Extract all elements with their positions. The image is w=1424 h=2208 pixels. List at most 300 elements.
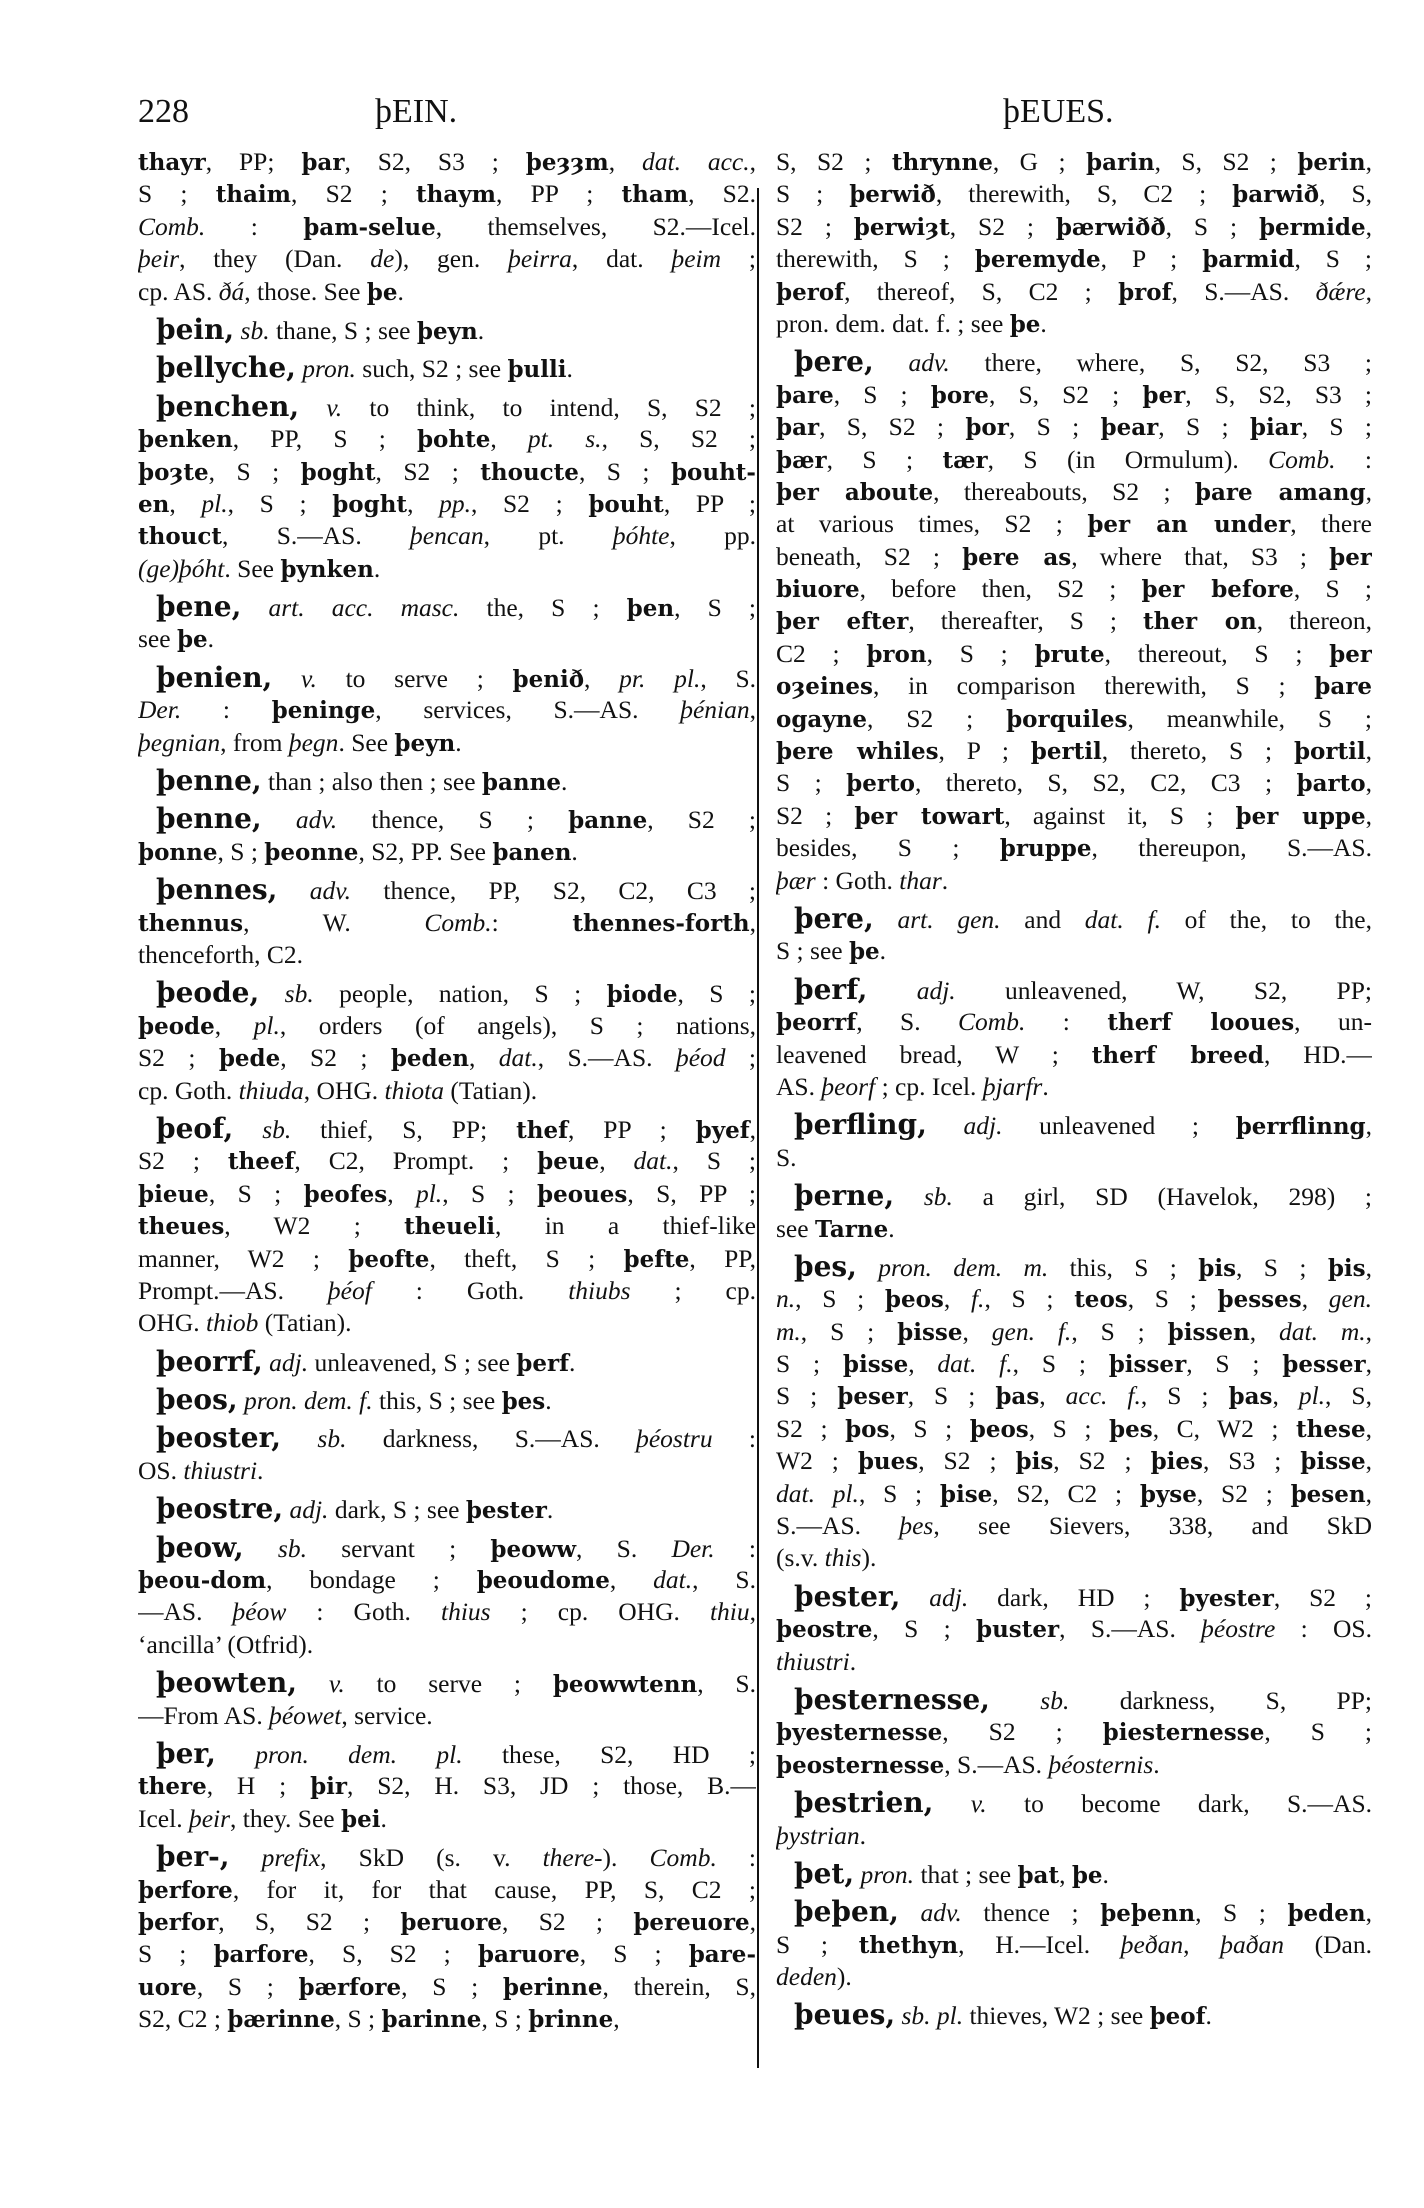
entry-text-line — [776, 276, 1372, 308]
plain-text: , S ; — [208, 456, 301, 486]
plain-text — [262, 805, 296, 834]
italic-text: sb. — [240, 315, 270, 345]
italic-text: þær — [776, 865, 816, 895]
plain-text: . — [1040, 308, 1047, 338]
headword: þeode, — [156, 977, 260, 1010]
entry-text-line — [138, 1178, 756, 1210]
italic-text: Comb. — [958, 1007, 1026, 1037]
entry-text-line — [776, 1716, 1372, 1748]
plain-text: , — [1365, 147, 1372, 176]
plain-text: , — [962, 1316, 992, 1346]
plain-text: (Tatian). — [258, 1308, 352, 1338]
plain-text: . — [1102, 1859, 1109, 1889]
plain-text: . — [207, 624, 215, 654]
plain-text: ). — [836, 1962, 852, 1992]
plain-text: of the, to the, — [1160, 904, 1372, 934]
entry-text-line — [138, 1803, 756, 1835]
bold-form: þeden — [390, 1045, 469, 1073]
plain-text — [874, 905, 898, 934]
entry-text-line — [776, 670, 1372, 702]
italic-text: þéod — [675, 1043, 726, 1073]
italic-text: dat. — [498, 1043, 538, 1073]
entry-headword-line — [138, 1346, 756, 1378]
headword: þenne, — [156, 803, 262, 836]
bold-form: þanne — [568, 807, 648, 835]
plain-text: , S.—AS. — [1059, 1614, 1202, 1644]
plain-text: , S2 ; — [1273, 1582, 1372, 1612]
plain-text: pron. dem. dat. f. ; see — [776, 308, 1010, 338]
headword: þenien, — [156, 661, 273, 694]
plain-text: darkness, S.—AS. — [346, 1424, 637, 1454]
entry-text-line — [138, 1971, 756, 2003]
plain-text: , — [490, 424, 528, 454]
entry-text-line — [776, 735, 1372, 767]
bold-form: þanen — [492, 838, 572, 866]
bold-form: þissen — [1167, 1318, 1250, 1346]
italic-text: þéow — [232, 1597, 287, 1627]
italic-text: þéof — [327, 1275, 372, 1305]
italic-text: Comb. — [649, 1843, 717, 1873]
italic-text: thiob — [206, 1308, 259, 1338]
italic-text: thiubs — [568, 1275, 631, 1305]
italic-text: thiuda — [238, 1075, 304, 1105]
bold-form: tham — [621, 181, 689, 209]
bold-form: þes — [1109, 1415, 1153, 1443]
italic-text: pl. — [201, 488, 228, 518]
bold-form: oȝeines — [776, 673, 873, 701]
plain-text: , thereafter, S ; — [908, 606, 1143, 636]
italic-text: acc. f. — [1065, 1381, 1141, 1411]
plain-text: C2 ; — [776, 638, 867, 668]
italic-text: Comb. — [424, 907, 492, 937]
plain-text: , S ; — [984, 1284, 1075, 1314]
plain-text: ). — [861, 1543, 877, 1573]
entry-headword-line — [138, 977, 756, 1009]
entry-text-line — [776, 1749, 1372, 1781]
left-column — [138, 146, 756, 2035]
bold-form: þortil — [1293, 738, 1366, 766]
italic-text: þegnian — [138, 727, 221, 757]
bold-form: thouct — [138, 523, 223, 551]
plain-text: , S2, PP. See — [358, 836, 493, 866]
plain-text: , — [1365, 211, 1372, 241]
plain-text: ; — [725, 1043, 756, 1073]
bold-form: þede — [218, 1045, 281, 1073]
entry-headword-line — [138, 662, 756, 694]
plain-text: this, S ; — [1048, 1252, 1199, 1282]
italic-text: thiustri — [183, 1455, 258, 1485]
plain-text: , S ; — [401, 1971, 503, 2001]
plain-text: , — [749, 1906, 756, 1936]
entry-text-line — [138, 907, 756, 939]
plain-text: ‘ancilla’ (Otfrid). — [138, 1629, 314, 1659]
plain-text: , — [1301, 1284, 1329, 1314]
plain-text: , S ; — [1186, 1349, 1283, 1379]
bold-form: þerof — [776, 278, 845, 306]
plain-text: to serve ; — [344, 1669, 553, 1699]
entry-headword-line — [138, 391, 756, 423]
bold-form: theef — [227, 1148, 295, 1176]
entry-text-line — [138, 553, 756, 585]
entry-text-line — [138, 1629, 756, 1661]
italic-text: þystrian — [776, 1820, 860, 1850]
italic-text: adv. — [309, 876, 352, 906]
entry-headword-line — [776, 1684, 1372, 1716]
plain-text: . — [569, 1347, 576, 1377]
plain-text: : Goth. — [815, 865, 900, 895]
italic-text: þeðan — [1120, 1929, 1184, 1959]
plain-text: thief, S, PP; — [291, 1114, 517, 1144]
plain-text: . — [380, 1803, 387, 1833]
entry-text-line — [138, 1042, 756, 1074]
entry-headword-line — [138, 1532, 756, 1564]
plain-text: , S ; — [579, 1939, 689, 1969]
plain-text: , — [1365, 1316, 1372, 1346]
entry-text-line — [138, 456, 756, 488]
plain-text: unleavened ; — [1002, 1111, 1236, 1141]
plain-text: : — [1335, 444, 1372, 474]
plain-text: , S.—AS. — [222, 521, 411, 551]
bold-form: þer aboute — [776, 478, 934, 506]
bold-form: þeoues — [537, 1180, 628, 1208]
bold-form: þeosternesse — [776, 1751, 945, 1779]
italic-text: sb. pl. — [901, 2001, 964, 2031]
plain-text: , before then, S2 ; — [859, 574, 1142, 604]
plain-text: , G ; — [992, 147, 1087, 176]
bold-form: þiesternesse — [1102, 1719, 1265, 1747]
plain-text: , PP ; — [567, 1114, 696, 1144]
bold-form: þise — [939, 1480, 993, 1508]
bold-form: þis — [1327, 1254, 1366, 1282]
plain-text: . — [888, 1213, 895, 1243]
headword: þeof, — [156, 1112, 234, 1145]
plain-text: , S2 ; — [375, 456, 481, 486]
plain-text: , S2 ; — [647, 805, 756, 835]
entry-headword-line — [138, 314, 756, 346]
italic-text: Der. — [671, 1533, 715, 1563]
plain-text: thence, PP, S2, C2, C3 ; — [351, 876, 756, 906]
plain-text: , S ; — [800, 1316, 898, 1346]
italic-text: prefix — [261, 1843, 321, 1873]
plain-text: , S. — [700, 663, 756, 693]
bold-form: þerfor — [138, 1908, 219, 1936]
entry-headword-line — [138, 874, 756, 906]
plain-text: , S2 ; — [291, 179, 417, 209]
plain-text: ; — [721, 244, 756, 274]
plain-text: , thereon, — [1256, 606, 1372, 636]
bold-form: thayr — [138, 149, 206, 176]
plain-text: S ; — [776, 1349, 843, 1379]
entry-text-line — [138, 1596, 756, 1628]
italic-text: pron. dem. f. — [243, 1386, 373, 1416]
bold-form: þonne — [138, 838, 218, 866]
italic-text: þaðan — [1220, 1929, 1284, 1959]
plain-text: , P ; — [1100, 244, 1203, 274]
plain-text: unleavened, W, S2, PP; — [955, 975, 1372, 1005]
plain-text: , S.—AS. — [537, 1043, 676, 1073]
italic-text: deden — [776, 1962, 837, 1992]
plain-text: , S ; — [1158, 412, 1250, 442]
plain-text: , — [1365, 1898, 1372, 1928]
italic-text: adj. — [963, 1111, 1003, 1141]
plain-text: , PP ; — [495, 179, 622, 209]
plain-text: , pp. — [669, 521, 756, 551]
plain-text: ; cp. OHG. — [490, 1597, 710, 1627]
plain-text: leavened bread, W ; — [776, 1039, 1092, 1069]
entry-text-line — [138, 146, 756, 178]
entry-text-line — [138, 1770, 756, 1802]
plain-text: : — [716, 1843, 756, 1873]
plain-text: , — [1365, 768, 1372, 798]
entry-text-line — [776, 1961, 1372, 1993]
plain-text: S.—AS. — [776, 1511, 900, 1541]
italic-text: thius — [440, 1597, 491, 1627]
entry-text-line — [776, 638, 1372, 670]
plain-text: ). — [602, 1843, 650, 1873]
entry-text-line — [138, 623, 756, 655]
bold-form: þisser — [1108, 1351, 1187, 1379]
entry-text-line — [776, 541, 1372, 573]
plain-text: , S2 ; — [470, 488, 589, 518]
bold-form: þare- — [688, 1941, 756, 1969]
plain-text: such, S2 ; see — [355, 354, 508, 384]
plain-text — [900, 1583, 929, 1612]
bold-form: thethyn — [858, 1931, 959, 1959]
entry-headword-line — [138, 1422, 756, 1454]
italic-text: dat. f. — [937, 1349, 1013, 1379]
bold-form: þerrflinng — [1235, 1113, 1366, 1141]
entry-text-line — [138, 1275, 756, 1307]
entry-text-line — [776, 1542, 1372, 1574]
italic-text: adj. — [929, 1582, 969, 1612]
bold-form: thennus — [138, 909, 244, 937]
plain-text: , C, W2 ; — [1152, 1413, 1297, 1443]
bold-form: þare amang — [1194, 478, 1366, 506]
plain-text: , S ; — [677, 979, 756, 1009]
bold-form: þieue — [138, 1180, 209, 1208]
entry-headword-line — [138, 1667, 756, 1699]
plain-text: , S2 ; — [867, 703, 1007, 733]
plain-text — [299, 393, 326, 422]
bold-form: þerin — [1297, 149, 1366, 176]
entry-text-line — [776, 508, 1372, 540]
plain-text: , OHG. — [303, 1075, 385, 1105]
plain-text: , S2, S3 ; — [344, 147, 526, 176]
bold-form: þer — [1142, 381, 1186, 409]
plain-text: , — [1365, 1446, 1372, 1476]
plain-text: , thereof, S, C2 ; — [844, 276, 1119, 306]
plain-text: , S, S2 ; — [601, 424, 756, 454]
bold-form: teos — [1074, 1286, 1128, 1314]
bold-form: þerwið — [849, 181, 936, 209]
plain-text: , S ; — [442, 1178, 538, 1208]
italic-text: dat. acc. — [642, 147, 750, 176]
plain-text: , S ; — [578, 456, 671, 486]
bold-form: uore — [138, 1973, 197, 2001]
bold-form: þos — [845, 1415, 890, 1443]
plain-text: : — [714, 1533, 756, 1563]
entry-text-line — [776, 800, 1372, 832]
italic-text: gen. — [1328, 1284, 1372, 1314]
plain-text: . — [1205, 2001, 1212, 2031]
bold-form: þeyn — [394, 729, 456, 757]
bold-form: þer — [1329, 543, 1372, 571]
plain-text: , — [749, 907, 756, 937]
italic-text: adj. — [916, 975, 956, 1005]
plain-text: , — [468, 1043, 499, 1073]
plain-text: , S ; — [1165, 211, 1259, 241]
plain-text: , S, — [1319, 179, 1372, 209]
entry-headword-line — [138, 1384, 756, 1416]
entry-text-line — [776, 1820, 1372, 1852]
plain-text — [216, 1740, 255, 1769]
plain-text: , those. See — [244, 276, 367, 306]
plain-text: , S, S2 ; — [819, 412, 966, 442]
plain-text: , W2 ; — [224, 1211, 405, 1241]
plain-text: , S, S2 ; — [308, 1939, 478, 1969]
plain-text: , S ; — [1293, 574, 1372, 604]
plain-text: , S2 ; — [942, 1717, 1103, 1747]
bold-form: þies — [1150, 1448, 1203, 1476]
bold-form: þyesternesse — [776, 1719, 943, 1747]
bold-form: þeofte — [348, 1245, 430, 1273]
italic-text: sb. — [317, 1424, 347, 1454]
plain-text: , S ; — [926, 638, 1035, 668]
headword: þeos, — [156, 1384, 238, 1417]
headword: þein, — [156, 313, 235, 346]
italic-text: pron. — [302, 354, 356, 384]
bold-form: þe — [1071, 1861, 1103, 1889]
plain-text: , — [599, 1146, 634, 1176]
entry-text-line — [776, 767, 1372, 799]
bold-form: theues — [138, 1213, 225, 1241]
bold-form: þere whiles — [776, 738, 939, 766]
plain-text: darkness, S, PP; — [1069, 1685, 1372, 1715]
plain-text: , thereupon, S.—AS. — [1091, 833, 1372, 863]
bold-form: þeyn — [416, 317, 478, 345]
plain-text: , S, S2 ; — [988, 379, 1143, 409]
italic-text: thiu — [709, 1597, 750, 1627]
entry-text-line — [776, 865, 1372, 897]
plain-text: to think, to intend, S, S2 ; — [342, 392, 756, 422]
plain-text: besides, S ; — [776, 833, 1000, 863]
italic-text: there- — [542, 1843, 603, 1873]
plain-text: , meanwhile, S ; — [1127, 703, 1372, 733]
entry-text-line — [138, 694, 756, 726]
plain-text: S ; — [776, 1929, 859, 1959]
bold-form: þor — [965, 414, 1009, 442]
entry-text-line — [776, 1478, 1372, 1510]
page-number: 228 — [138, 93, 189, 130]
bold-form: thoucte — [480, 458, 579, 486]
bold-form: þanne — [481, 769, 561, 797]
bold-form: þoght — [300, 458, 376, 486]
bold-form: þore — [930, 381, 989, 409]
plain-text: , pt. — [483, 521, 613, 551]
entry-text-line — [776, 1646, 1372, 1678]
entry-text-line — [138, 1564, 756, 1596]
plain-text: , — [1365, 736, 1372, 766]
plain-text — [867, 976, 916, 1005]
plain-text: , PP, S ; — [232, 424, 417, 454]
plain-text: , see Sievers, 338, and SkD — [933, 1511, 1372, 1541]
plain-text: , S2 ; — [1053, 1446, 1151, 1476]
plain-text: : — [712, 1424, 756, 1454]
entry-text-line — [776, 1142, 1372, 1174]
entry-text-line — [138, 276, 756, 308]
plain-text: , — [1365, 1413, 1372, 1443]
italic-text: þencan — [410, 521, 484, 551]
bold-form: þeȝȝm — [525, 149, 609, 176]
italic-text: adv. — [295, 805, 338, 835]
plain-text: , — [407, 488, 440, 518]
plain-text: , — [908, 1349, 938, 1379]
bold-form: þeue — [537, 1148, 600, 1176]
bold-form: þas — [995, 1383, 1040, 1411]
bold-form: þe — [1009, 310, 1041, 338]
plain-text: , they. See — [230, 1803, 341, 1833]
entry-text-line — [776, 832, 1372, 864]
entry-text-line — [776, 573, 1372, 605]
bold-form: þar — [776, 414, 820, 442]
bold-form: þeofes — [303, 1180, 388, 1208]
bold-form: þynken — [280, 555, 374, 583]
bold-form: þesser — [1282, 1351, 1366, 1379]
entry-text-line — [776, 1380, 1372, 1412]
plain-text: AS. — [776, 1071, 822, 1101]
bold-form: therf looues — [1107, 1009, 1295, 1037]
plain-text: , S ; — [674, 593, 756, 623]
headword: þere, — [794, 346, 874, 379]
right-column — [776, 146, 1372, 2032]
plain-text: , S.—AS. — [1171, 276, 1316, 306]
bold-form: þeof — [1149, 2003, 1206, 2031]
italic-text: v. — [326, 392, 343, 422]
plain-text: S ; see — [776, 936, 849, 966]
plain-text: (Dan. — [1283, 1929, 1372, 1959]
entry-text-line — [776, 1213, 1372, 1245]
headword: þeostre, — [156, 1493, 284, 1526]
plain-text — [933, 1789, 970, 1818]
plain-text: (Tatian). — [444, 1075, 538, 1105]
italic-text: sb. — [1040, 1685, 1070, 1715]
plain-text: , theft, S ; — [429, 1243, 624, 1273]
italic-text: þeir — [188, 1803, 231, 1833]
plain-text: S2 ; — [138, 1043, 219, 1073]
bold-form: þeowwtenn — [552, 1671, 698, 1699]
plain-text: , S2 ; — [280, 1043, 391, 1073]
italic-text: m. — [776, 1316, 801, 1346]
italic-text: thar — [899, 865, 942, 895]
plain-text: thence, S ; — [337, 805, 569, 835]
plain-text: (s.v. — [776, 1543, 825, 1573]
headword: þellyche, — [156, 352, 296, 385]
plain-text: ), gen. — [394, 244, 509, 274]
bold-form: þer uppe — [1235, 802, 1366, 830]
headword: þesternesse, — [794, 1683, 990, 1716]
entry-text-line — [776, 444, 1372, 476]
entry-text-line — [776, 308, 1372, 340]
italic-text: art. acc. masc. — [268, 593, 460, 623]
italic-text: þéostru — [636, 1424, 713, 1454]
entry-text-line — [138, 423, 756, 455]
bold-form: þeos — [969, 1415, 1029, 1443]
entry-headword-line — [776, 1858, 1372, 1890]
entry-text-line — [138, 1906, 756, 1938]
plain-text: these, S2, HD ; — [462, 1739, 756, 1769]
bold-form: þer efter — [776, 608, 909, 636]
bold-form: þes — [501, 1388, 546, 1416]
